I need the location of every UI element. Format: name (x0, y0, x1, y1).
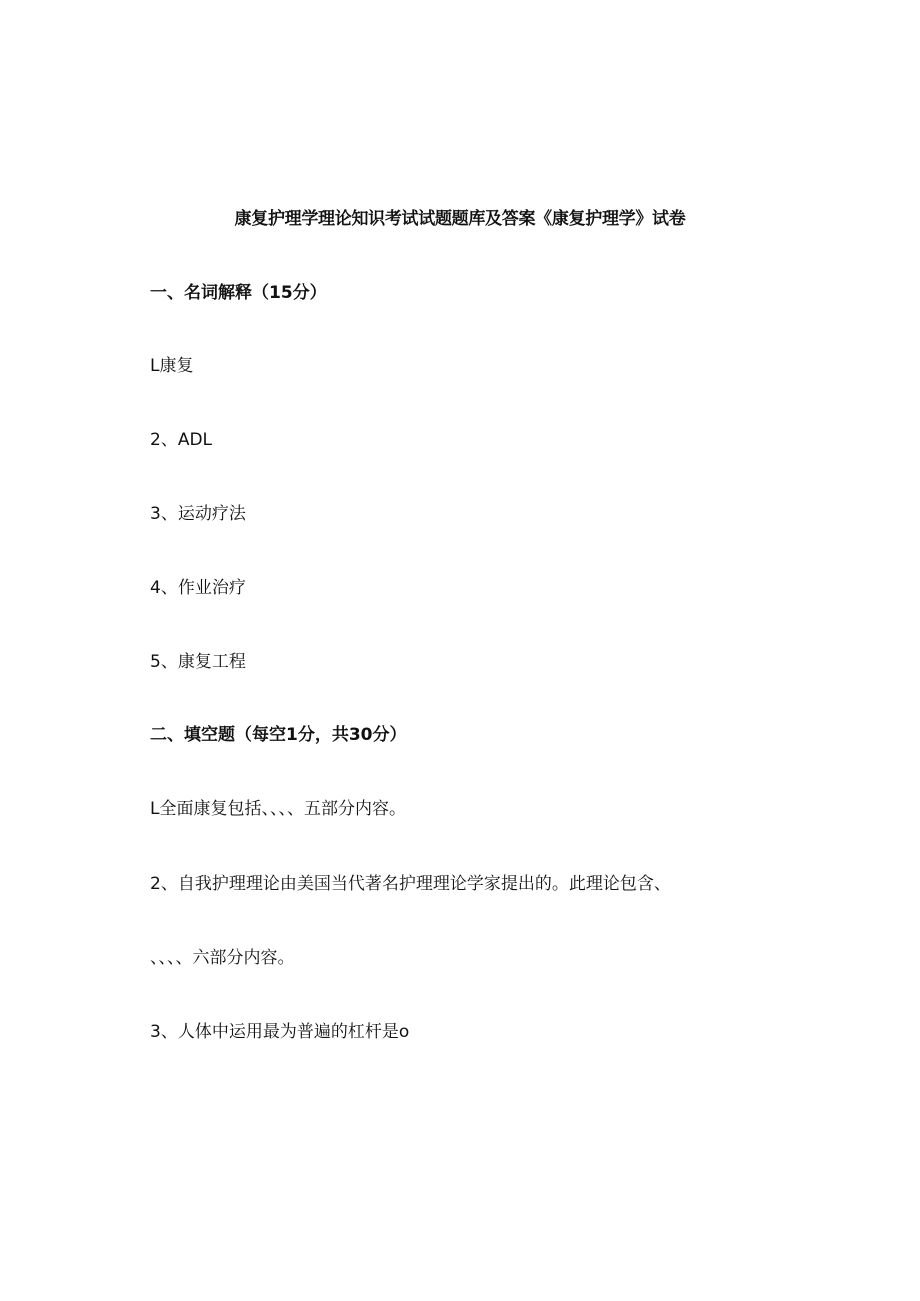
question-item: 2、自我护理理论由美国当代著名护理理论学家提出的。此理论包含、 (150, 874, 671, 894)
question-item: L全面康复包括、、、、五部分内容。 (150, 799, 406, 819)
question-item: 、、、、六部分内容。 (150, 948, 295, 968)
question-item: 3、运动疗法 (150, 504, 246, 524)
section-heading-terms: 一、名词解释（15分） (150, 283, 327, 303)
question-item: L康复 (150, 356, 194, 376)
section-heading-fill-blank: 二、填空题（每空1分，共30分） (150, 725, 407, 745)
question-item: 3、人体中运用最为普遍的杠杆是o (150, 1022, 410, 1042)
document-title: 康复护理学理论知识考试试题题库及答案《康复护理学》试卷 (234, 209, 686, 229)
question-item: 5、康复工程 (150, 652, 246, 672)
question-item: 4、作业治疗 (150, 578, 246, 598)
question-item: 2、ADL (150, 430, 213, 450)
